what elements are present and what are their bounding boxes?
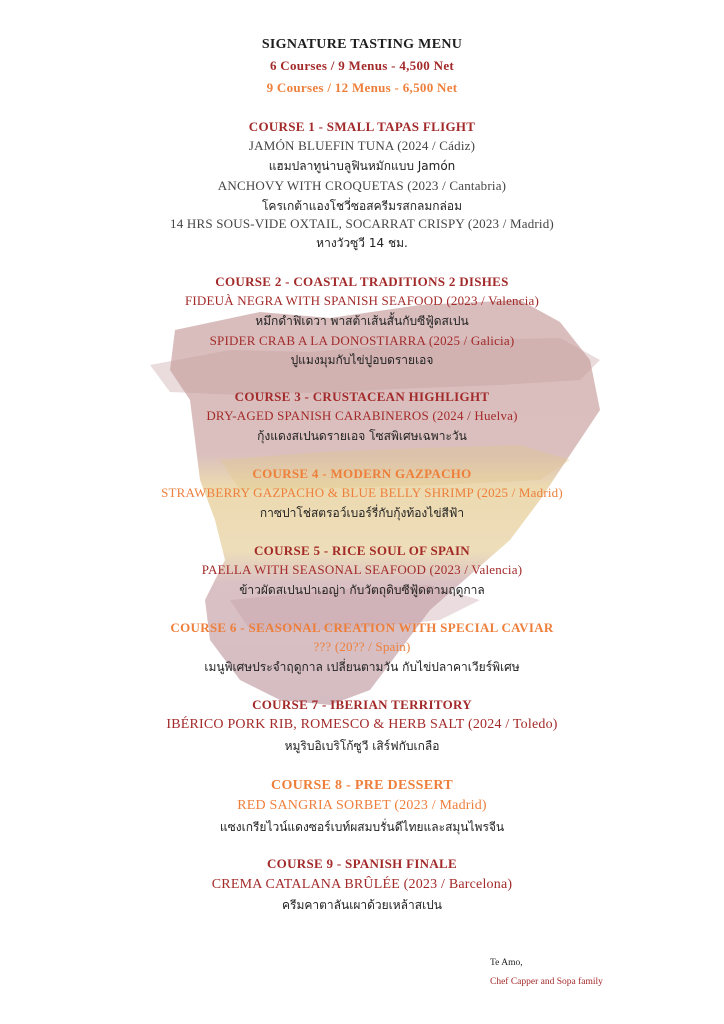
course-7-title: COURSE 7 - IBERIAN TERRITORY	[252, 697, 472, 712]
course-5-dish-1: PAELLA WITH SEASONAL SEAFOOD (2023 / Valencia)	[201, 562, 523, 577]
course-8-title: COURSE 8 - PRE DESSERT	[271, 778, 453, 793]
course-2-dish-1-thai: หมึกดำฟิเดวา พาสต้าเส้นสั้นกับซีฟู้ดสเปน	[255, 314, 469, 328]
course-1-dish-1-thai: แฮมปลาทูน่าบลูฟินหมักแบบ Jamón	[268, 159, 456, 173]
signature-greeting: Te Amo,	[490, 958, 523, 968]
course-4-dish-1-thai: กาซปาโช่สตรอว์เบอร์รี่กับกุ้งท้องไข่สีฟ้า	[259, 506, 465, 520]
course-9-title: COURSE 9 - SPANISH FINALE	[266, 856, 457, 871]
course-7-dish-1-thai: หมูริบอิเบริโก้ซูวี เสิร์ฟกับเกลือ	[284, 739, 440, 753]
course-4-title: COURSE 4 - MODERN GAZPACHO	[252, 466, 472, 481]
pricing-6-courses: 6 Courses / 9 Menus - 4,500 Net	[269, 58, 455, 73]
course-2-dish-2: SPIDER CRAB A LA DONOSTIARRA (2025 / Galicia)	[209, 333, 515, 348]
course-3-dish-1: DRY-AGED SPANISH CARABINEROS (2024 / Huelva)	[206, 408, 518, 423]
course-9-dish-1: CREMA CATALANA BRÛLÉE (2023 / Barcelona)	[211, 877, 513, 892]
course-1-dish-1: JAMÓN BLUEFIN TUNA (2024 / Cádiz)	[248, 138, 476, 153]
course-2-dish-2-thai: ปูแมงมุมกับไข่ปูอบดรายเอจ	[290, 353, 434, 367]
course-4-dish-1: STRAWBERRY GAZPACHO & BLUE BELLY SHRIMP (2025 / Madrid)	[161, 485, 563, 500]
course-2-dish-1: FIDEUÀ NEGRA WITH SPANISH SEAFOOD (2023 / Valencia)	[184, 293, 540, 308]
course-1-dish-2-thai: โครเกต้าแองโชวี่ซอสครีมรสกลมกล่อม	[261, 199, 463, 213]
course-1-dish-3-thai: หางวัวซูวี 14 ชม.	[316, 236, 408, 250]
menu-title: SIGNATURE TASTING MENU	[261, 37, 463, 52]
pricing-9-courses: 9 Courses / 12 Menus - 6,500 Net	[266, 80, 458, 95]
course-9-dish-1-thai: ครีมคาตาลันเผาด้วยเหล้าสเปน	[281, 898, 443, 912]
course-6-dish-1-thai: เมนูพิเศษประจำฤดูกาล เปลี่ยนตามวัน กับไข่ปลาคาเวียร์พิเศษ	[204, 660, 520, 674]
course-5-title: COURSE 5 - RICE SOUL OF SPAIN	[253, 543, 470, 558]
course-8-dish-1: RED SANGRIA SORBET (2023 / Madrid)	[237, 798, 487, 813]
course-6-title: COURSE 6 - SEASONAL CREATION WITH SPECIAL CAVIAR	[170, 620, 554, 635]
course-8-dish-1-thai: แซงเกรียไวน์แดงซอร์เบท์ผสมบรั่นดีไทยและสมุนไพรจีน	[219, 820, 505, 834]
course-3-dish-1-thai: กุ้งแดงสเปนดรายเอจ โซสพิเศษเฉพาะวัน	[257, 429, 467, 443]
course-1-dish-3: 14 HRS SOUS-VIDE OXTAIL, SOCARRAT CRISPY (2023 / Madrid)	[170, 216, 554, 231]
course-1-dish-2: ANCHOVY WITH CROQUETAS (2023 / Cantabria)	[217, 178, 507, 193]
course-5-dish-1-thai: ข้าวผัดสเปนปาเอญ่า กับวัตถุดิบซีฟู้ดตามฤดูกาล	[239, 583, 485, 597]
course-7-dish-1: IBÉRICO PORK RIB, ROMESCO & HERB SALT (2024 / Toledo)	[166, 717, 558, 732]
course-3-title: COURSE 3 - CRUSTACEAN HIGHLIGHT	[234, 389, 490, 404]
course-1-title: COURSE 1 - SMALL TAPAS FLIGHT	[248, 119, 476, 134]
course-2-title: COURSE 2 - COASTAL TRADITIONS 2 DISHES	[215, 274, 509, 289]
course-6-dish-1: ??? (20?? / Spain)	[313, 639, 411, 654]
signature-name: Chef Capper and Sopa family	[490, 977, 603, 987]
